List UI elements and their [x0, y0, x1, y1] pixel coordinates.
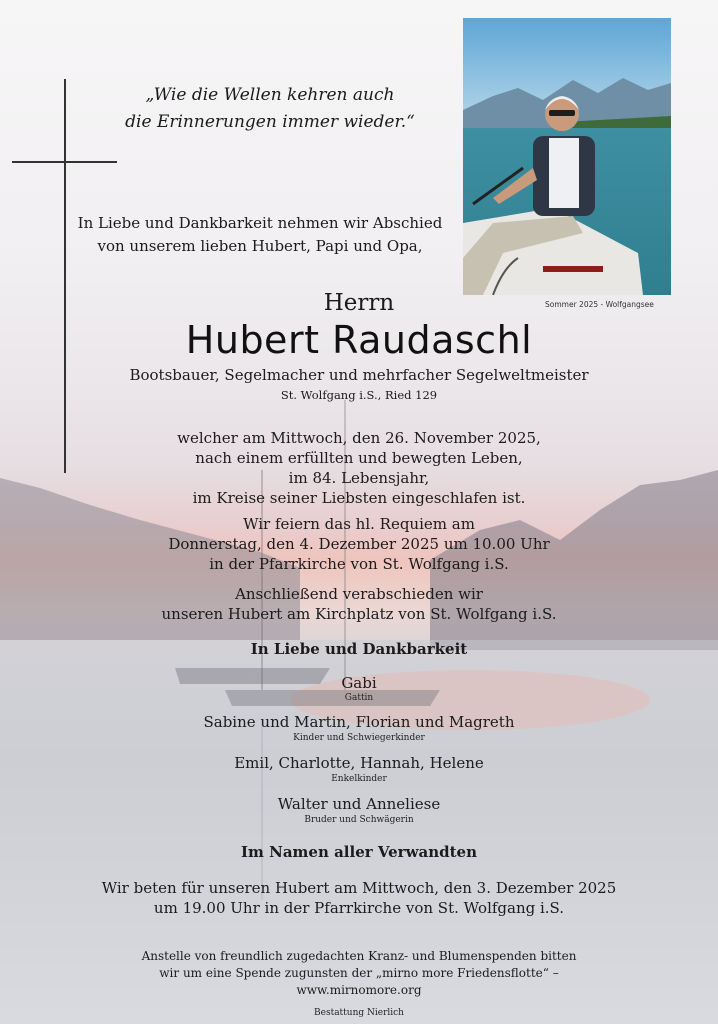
requiem-line-3: in der Pfarrkirche von St. Wolfgang i.S. [209, 555, 509, 573]
donation-url: www.mirnomore.org [296, 983, 422, 997]
mourners-heading: In Liebe und Dankbarkeit [250, 640, 468, 658]
mourner-names: Gabi [341, 674, 377, 692]
death-line-2: nach einem erfüllten und bewegten Leben, [195, 449, 523, 467]
intro-line-1: In Liebe und Dankbarkeit nehmen wir Abschied [77, 214, 443, 232]
prayer-line-2: um 19.00 Uhr in der Pfarrkirche von St. Wolfgang i.S. [153, 899, 565, 917]
farewell-notice [0, 584, 718, 624]
salutation: Herrn [323, 290, 395, 316]
mourner-relation: Enkelkinder [331, 774, 387, 784]
farewell-line-2: unseren Hubert am Kirchplatz von St. Wolfgang i.S. [161, 605, 557, 623]
mourner-relation: Bruder und Schwägerin [304, 815, 414, 825]
deceased-name: Hubert Raudaschl [185, 318, 533, 362]
cross-vertical [64, 79, 66, 473]
photo-caption: Sommer 2025 - Wolfgangsee [545, 300, 654, 309]
death-line-3: im 84. Lebensjahr, [288, 469, 430, 487]
mourner-names: Sabine und Martin, Florian und Magreth [203, 713, 515, 731]
mourner-names: Emil, Charlotte, Hannah, Helene [234, 754, 484, 772]
farewell-line-1: Anschließend verabschieden wir [235, 585, 483, 603]
requiem-line-2: Donnerstag, den 4. Dezember 2025 um 10.00 Uhr [168, 535, 550, 553]
requiem-notice [0, 514, 718, 574]
mourner-relation: Kinder und Schwiegerkinder [293, 733, 425, 743]
donation-notice [0, 948, 718, 999]
death-line-1: welcher am Mittwoch, den 26. November 2025, [177, 429, 541, 447]
death-notice [0, 428, 718, 508]
portrait-photo [463, 18, 671, 295]
mourner-relation: Gattin [344, 693, 374, 703]
intro-text [60, 212, 460, 258]
donation-line-1: Anstelle von freundlich zugedachten Kranz- und Blumenspenden bitten [141, 949, 577, 963]
deceased-profession: Bootsbauer, Segelmacher und mehrfacher Segelweltmeister [129, 366, 589, 384]
mourner-names: Walter und Anneliese [277, 795, 441, 813]
death-line-4: im Kreise seiner Liebsten eingeschlafen ist. [192, 489, 526, 507]
memorial-quote [120, 82, 420, 136]
requiem-line-1: Wir feiern das hl. Requiem am [243, 515, 475, 533]
intro-line-2: von unserem lieben Hubert, Papi und Opa, [97, 237, 423, 255]
undertaker-name: Bestattung Nierlich [314, 1008, 404, 1018]
cross-horizontal [12, 161, 117, 163]
relatives-heading: Im Namen aller Verwandten [241, 843, 477, 861]
quote-line-2: die Erinnerungen immer wieder.“ [125, 112, 415, 132]
donation-line-2: wir um eine Spende zugunsten der „mirno more Friedensflotte“ – [159, 966, 559, 980]
deceased-residence: St. Wolfgang i.S., Ried 129 [280, 388, 438, 402]
prayer-notice [0, 878, 718, 918]
prayer-line-1: Wir beten für unseren Hubert am Mittwoch, den 3. Dezember 2025 [101, 879, 617, 897]
quote-line-1: „Wie die Wellen kehren auch [145, 85, 395, 105]
